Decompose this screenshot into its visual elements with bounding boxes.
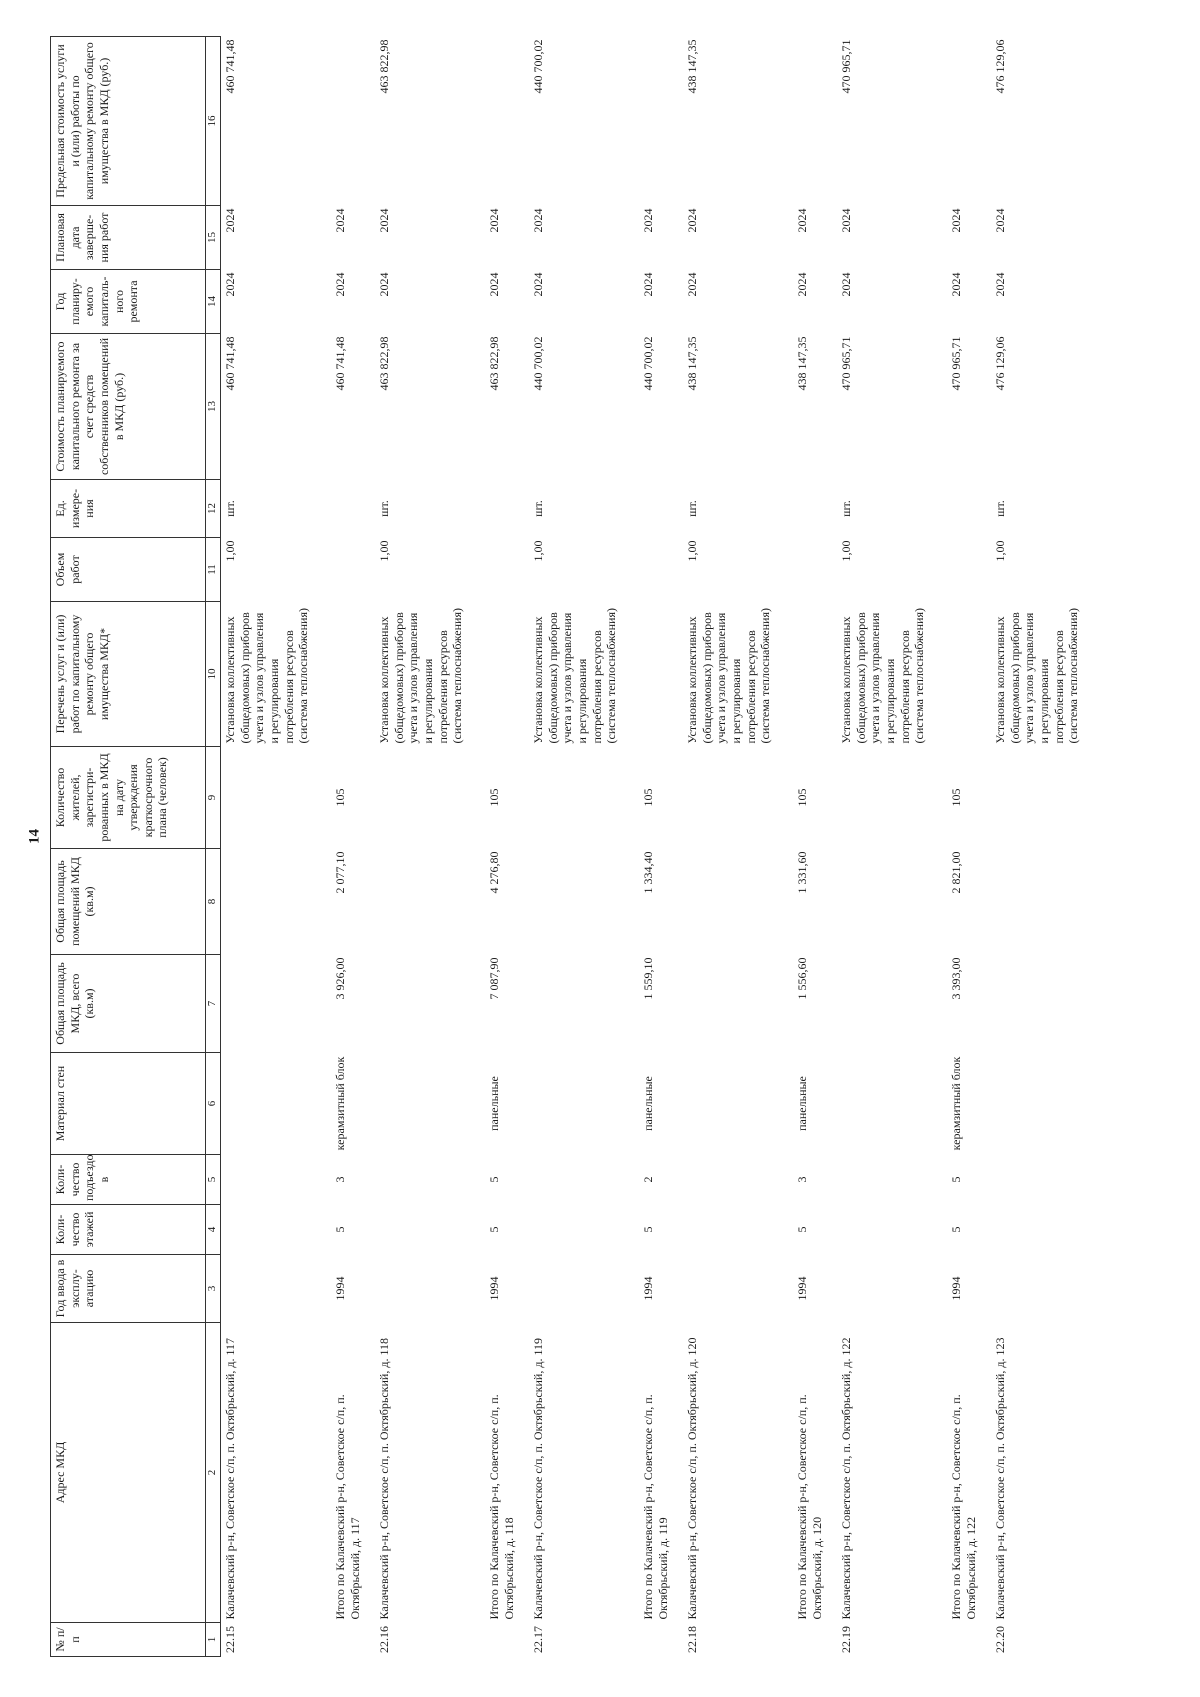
cell-address: Итого по Калачевский р-н, Советское с/п, п. Октябрьский, д. 122: [949, 1394, 978, 1620]
cell-max-cost: 440 700,02: [531, 39, 545, 94]
cell-work-volume: [331, 538, 375, 602]
cell-row-number: 22.19: [839, 1626, 853, 1653]
cell-premises-area: 1 334,40: [641, 851, 655, 894]
cell-completion-date: 2024: [531, 208, 545, 233]
cell-wall-material: керамзитный блок: [949, 1056, 963, 1151]
cell-entrances: 3: [795, 1176, 809, 1183]
cell-floors: 5: [333, 1226, 347, 1233]
cell-max-cost: [793, 37, 837, 206]
table-total-row: [947, 37, 991, 1657]
cell-year-built: 1994: [333, 1276, 347, 1301]
cell-work-volume: [793, 538, 837, 602]
cell-total-area: [683, 955, 793, 1053]
cell-repair-year: 2024: [487, 272, 501, 297]
header-cell: № п/п: [51, 1623, 206, 1657]
cell-repair-year: 2024: [949, 272, 963, 297]
cell-repair-year: 2024: [795, 272, 809, 297]
cell-planned-cost: 463 822,98: [487, 336, 501, 391]
column-number: 16: [206, 37, 221, 206]
cell-max-cost: 463 822,98: [377, 39, 391, 94]
cell-residents: 105: [641, 788, 655, 807]
cell-address: Итого по Калачевский р-н, Советское с/п, п. Октябрьский, д. 119: [641, 1394, 670, 1620]
cell-year-built: 1994: [949, 1276, 963, 1301]
cell-year-built: 1994: [641, 1276, 655, 1301]
cell-premises-area: [529, 849, 639, 955]
cell-unit: [639, 480, 683, 538]
column-number: 4: [206, 1205, 221, 1255]
cell-unit: шт.: [993, 500, 1007, 517]
cell-row-number: [947, 1623, 991, 1657]
cell-work-volume: [639, 538, 683, 602]
cell-planned-cost: 470 965,71: [839, 336, 853, 391]
header-cell: Плановая дата заверше-ния работ: [51, 206, 206, 270]
cell-works-list: Установка коллективных (общедомовых) приборов учета и узлов управления и регулирования потребления ресурсов (система теплоснабжения): [685, 608, 773, 744]
cell-entrances: 3: [333, 1176, 347, 1183]
cell-planned-cost: 438 147,35: [685, 336, 699, 391]
cell-row-number: [485, 1623, 529, 1657]
cell-wall-material: панельные: [641, 1076, 655, 1131]
cell-unit: шт.: [531, 500, 545, 517]
header-cell: Стоимость планируемого капитального ремонта за счет средств собственников помещений в МКД (руб.): [51, 334, 206, 480]
cell-residents: [683, 747, 793, 849]
cell-works-list: Установка коллективных (общедомовых) приборов учета и узлов управления и регулирования потребления ресурсов (система теплоснабжения): [531, 608, 619, 744]
cell-premises-area: 2 821,00: [949, 851, 963, 894]
column-number: 2: [206, 1323, 221, 1623]
cell-unit: [485, 480, 529, 538]
cell-max-cost: [331, 37, 375, 206]
cell-planned-cost: 463 822,98: [377, 336, 391, 391]
cell-max-cost: 470 965,71: [839, 39, 853, 94]
cell-repair-year: 2024: [839, 272, 853, 297]
cell-year-built: 1994: [795, 1276, 809, 1301]
cell-residents: 105: [333, 788, 347, 807]
cell-row-number: 22.16: [377, 1626, 391, 1653]
cell-entrances: [375, 1155, 485, 1205]
table-row: [221, 37, 332, 1657]
cell-max-cost: [485, 37, 529, 206]
cell-residents: [837, 747, 947, 849]
header-cell: Объем работ: [51, 538, 206, 602]
header-cell: Ед. измере-ния: [51, 480, 206, 538]
cell-total-area: 3 926,00: [333, 957, 347, 1000]
cell-wall-material: [221, 1053, 332, 1155]
cell-year-built: [221, 1255, 332, 1323]
cell-year-built: [529, 1255, 639, 1323]
header-cell: Год ввода в эксплу-атацию: [51, 1255, 206, 1323]
column-number: 8: [206, 849, 221, 955]
cell-row-number: [639, 1623, 683, 1657]
cell-entrances: 2: [641, 1176, 655, 1183]
header-cell: Коли-чество подъездо в: [51, 1155, 206, 1205]
cell-address: Калачевский р-н, Советское с/п, п. Октябрьский, д. 117: [223, 1337, 237, 1620]
cell-planned-cost: 440 700,02: [641, 336, 655, 391]
cell-entrances: [991, 1155, 1101, 1205]
cell-work-volume: 1,00: [685, 540, 699, 562]
cell-total-area: 7 087,90: [487, 957, 501, 1000]
cell-works-list: [639, 602, 683, 747]
cell-entrances: [529, 1155, 639, 1205]
cell-floors: [375, 1205, 485, 1255]
cell-completion-date: 2024: [223, 208, 237, 233]
cell-wall-material: [375, 1053, 485, 1155]
cell-year-built: [837, 1255, 947, 1323]
cell-max-cost: 476 129,06: [993, 39, 1007, 94]
cell-floors: [529, 1205, 639, 1255]
header-cell: Коли-чество этажей: [51, 1205, 206, 1255]
table-row: [683, 37, 793, 1657]
cell-completion-date: 2024: [993, 208, 1007, 233]
cell-total-area: [837, 955, 947, 1053]
cell-completion-date: 2024: [377, 208, 391, 233]
cell-premises-area: [375, 849, 485, 955]
cell-total-area: [221, 955, 332, 1053]
cell-works-list: [947, 602, 991, 747]
header-cell: Перечень услуг и (или) работ по капитальному ремонту общего имущества МКД*: [51, 602, 206, 747]
cell-total-area: 3 393,00: [949, 957, 963, 1000]
cell-max-cost: [639, 37, 683, 206]
capital-repair-table: [50, 36, 1101, 1657]
cell-works-list: Установка коллективных (общедомовых) приборов учета и узлов управления и регулирования потребления ресурсов (система теплоснабжения): [223, 608, 311, 744]
column-number: 11: [206, 538, 221, 602]
cell-works-list: Установка коллективных (общедомовых) приборов учета и узлов управления и регулирования потребления ресурсов (система теплоснабжения): [839, 608, 927, 744]
cell-unit: [793, 480, 837, 538]
cell-residents: [529, 747, 639, 849]
cell-works-list: [485, 602, 529, 747]
table-header-row: [51, 37, 206, 1657]
cell-planned-cost: 438 147,35: [795, 336, 809, 391]
cell-row-number: 22.18: [685, 1626, 699, 1653]
table-total-row: [331, 37, 375, 1657]
cell-completion-date: 2024: [641, 208, 655, 233]
cell-unit: шт.: [223, 500, 237, 517]
cell-premises-area: [837, 849, 947, 955]
column-number-row: [206, 37, 221, 1657]
cell-unit: [331, 480, 375, 538]
header-cell: Общая площадь МКД, всего (кв.м): [51, 955, 206, 1053]
page-number: 14: [26, 829, 43, 844]
cell-repair-year: 2024: [223, 272, 237, 297]
cell-planned-cost: 440 700,02: [531, 336, 545, 391]
cell-row-number: 22.15: [223, 1626, 237, 1653]
cell-max-cost: 460 741,48: [223, 39, 237, 94]
cell-address: Итого по Калачевский р-н, Советское с/п, п. Октябрьский, д. 118: [487, 1394, 516, 1620]
cell-premises-area: 4 276,80: [487, 851, 501, 894]
table-total-row: [485, 37, 529, 1657]
table-row: [837, 37, 947, 1657]
column-number: 5: [206, 1155, 221, 1205]
capital-repair-plan-sheet: [50, 37, 1200, 1657]
column-number: 9: [206, 747, 221, 849]
cell-floors: [221, 1205, 332, 1255]
table-body: [221, 37, 1102, 1657]
cell-max-cost: [947, 37, 991, 206]
cell-planned-cost: 460 741,48: [333, 336, 347, 391]
cell-repair-year: 2024: [333, 272, 347, 297]
cell-floors: [683, 1205, 793, 1255]
cell-premises-area: [683, 849, 793, 955]
cell-unit: [947, 480, 991, 538]
header-cell: Предельная стоимость услуги и (или) работы по капитальному ремонту общего имущества в МКД (руб.): [51, 37, 206, 206]
cell-total-area: [529, 955, 639, 1053]
cell-repair-year: 2024: [641, 272, 655, 297]
cell-total-area: 1 556,60: [795, 957, 809, 1000]
table-row: [375, 37, 485, 1657]
cell-premises-area: 1 331,60: [795, 851, 809, 894]
column-number: 12: [206, 480, 221, 538]
cell-address: Итого по Калачевский р-н, Советское с/п, п. Октябрьский, д. 120: [795, 1394, 824, 1620]
cell-total-area: [375, 955, 485, 1053]
cell-floors: [837, 1205, 947, 1255]
column-number: 14: [206, 270, 221, 334]
cell-work-volume: 1,00: [377, 540, 391, 562]
cell-wall-material: панельные: [487, 1076, 501, 1131]
table-total-row: [639, 37, 683, 1657]
cell-works-list: [331, 602, 375, 747]
cell-wall-material: [837, 1053, 947, 1155]
cell-wall-material: [529, 1053, 639, 1155]
cell-completion-date: 2024: [949, 208, 963, 233]
table-total-row: [793, 37, 837, 1657]
cell-works-list: [793, 602, 837, 747]
cell-total-area: 1 559,10: [641, 957, 655, 1000]
cell-residents: 105: [795, 788, 809, 807]
cell-residents: [375, 747, 485, 849]
cell-wall-material: [991, 1053, 1101, 1155]
cell-year-built: [683, 1255, 793, 1323]
cell-year-built: [375, 1255, 485, 1323]
cell-address: Калачевский р-н, Советское с/п, п. Октябрьский, д. 120: [685, 1337, 699, 1620]
cell-work-volume: 1,00: [993, 540, 1007, 562]
cell-row-number: [793, 1623, 837, 1657]
cell-residents: [221, 747, 332, 849]
cell-work-volume: [947, 538, 991, 602]
cell-address: Калачевский р-н, Советское с/п, п. Октябрьский, д. 123: [993, 1337, 1007, 1620]
cell-floors: 5: [949, 1226, 963, 1233]
cell-unit: шт.: [839, 500, 853, 517]
header-cell: Количество жителей, зарегистри-рованных в МКД на дату утверждения краткосрочного плана (человек): [51, 747, 206, 849]
cell-work-volume: 1,00: [223, 540, 237, 562]
cell-work-volume: [485, 538, 529, 602]
column-number: 10: [206, 602, 221, 747]
cell-premises-area: [221, 849, 332, 955]
cell-planned-cost: 460 741,48: [223, 336, 237, 391]
cell-completion-date: 2024: [333, 208, 347, 233]
cell-repair-year: 2024: [377, 272, 391, 297]
header-cell: Общая площадь помещений МКД (кв.м): [51, 849, 206, 955]
cell-floors: 5: [487, 1226, 501, 1233]
column-number: 6: [206, 1053, 221, 1155]
cell-entrances: [683, 1155, 793, 1205]
cell-planned-cost: 476 129,06: [993, 336, 1007, 391]
cell-max-cost: 438 147,35: [685, 39, 699, 94]
cell-entrances: 5: [949, 1176, 963, 1183]
cell-repair-year: 2024: [993, 272, 1007, 297]
cell-wall-material: керамзитный блок: [333, 1056, 347, 1151]
cell-row-number: [331, 1623, 375, 1657]
cell-wall-material: [683, 1053, 793, 1155]
cell-address: Калачевский р-н, Советское с/п, п. Октябрьский, д. 122: [839, 1337, 853, 1620]
cell-address: Калачевский р-н, Советское с/п, п. Октябрьский, д. 119: [531, 1337, 545, 1620]
cell-completion-date: 2024: [487, 208, 501, 233]
cell-repair-year: 2024: [531, 272, 545, 297]
cell-repair-year: 2024: [685, 272, 699, 297]
cell-works-list: Установка коллективных (общедомовых) приборов учета и узлов управления и регулирования потребления ресурсов (система теплоснабжения): [993, 608, 1081, 744]
table-row: [529, 37, 639, 1657]
cell-address: Итого по Калачевский р-н, Советское с/п, п. Октябрьский, д. 117: [333, 1394, 362, 1620]
column-number: 13: [206, 334, 221, 480]
cell-year-built: 1994: [487, 1276, 501, 1301]
cell-row-number: 22.20: [993, 1626, 1007, 1653]
cell-completion-date: 2024: [795, 208, 809, 233]
cell-wall-material: панельные: [795, 1076, 809, 1131]
cell-year-built: [991, 1255, 1101, 1323]
cell-residents: 105: [487, 788, 501, 807]
table-row: [991, 37, 1101, 1657]
cell-work-volume: 1,00: [531, 540, 545, 562]
cell-work-volume: 1,00: [839, 540, 853, 562]
cell-premises-area: [991, 849, 1101, 955]
cell-works-list: Установка коллективных (общедомовых) приборов учета и узлов управления и регулирования потребления ресурсов (система теплоснабжения): [377, 608, 465, 744]
cell-unit: шт.: [685, 500, 699, 517]
cell-floors: 5: [641, 1226, 655, 1233]
cell-unit: шт.: [377, 500, 391, 517]
cell-total-area: [991, 955, 1101, 1053]
cell-residents: 105: [949, 788, 963, 807]
header-cell: Год планиру-емого капиталь-ного ремонта: [51, 270, 206, 334]
header-cell: Адрес МКД: [51, 1323, 206, 1623]
cell-completion-date: 2024: [685, 208, 699, 233]
cell-completion-date: 2024: [839, 208, 853, 233]
cell-entrances: 5: [487, 1176, 501, 1183]
cell-entrances: [837, 1155, 947, 1205]
cell-premises-area: 2 077,10: [333, 851, 347, 894]
column-number: 7: [206, 955, 221, 1053]
cell-floors: 5: [795, 1226, 809, 1233]
header-cell: Материал стен: [51, 1053, 206, 1155]
cell-address: Калачевский р-н, Советское с/п, п. Октябрьский, д. 118: [377, 1337, 391, 1620]
cell-residents: [991, 747, 1101, 849]
column-number: 1: [206, 1623, 221, 1657]
cell-row-number: 22.17: [531, 1626, 545, 1653]
column-number: 15: [206, 206, 221, 270]
cell-floors: [991, 1205, 1101, 1255]
column-number: 3: [206, 1255, 221, 1323]
cell-entrances: [221, 1155, 332, 1205]
cell-planned-cost: 470 965,71: [949, 336, 963, 391]
